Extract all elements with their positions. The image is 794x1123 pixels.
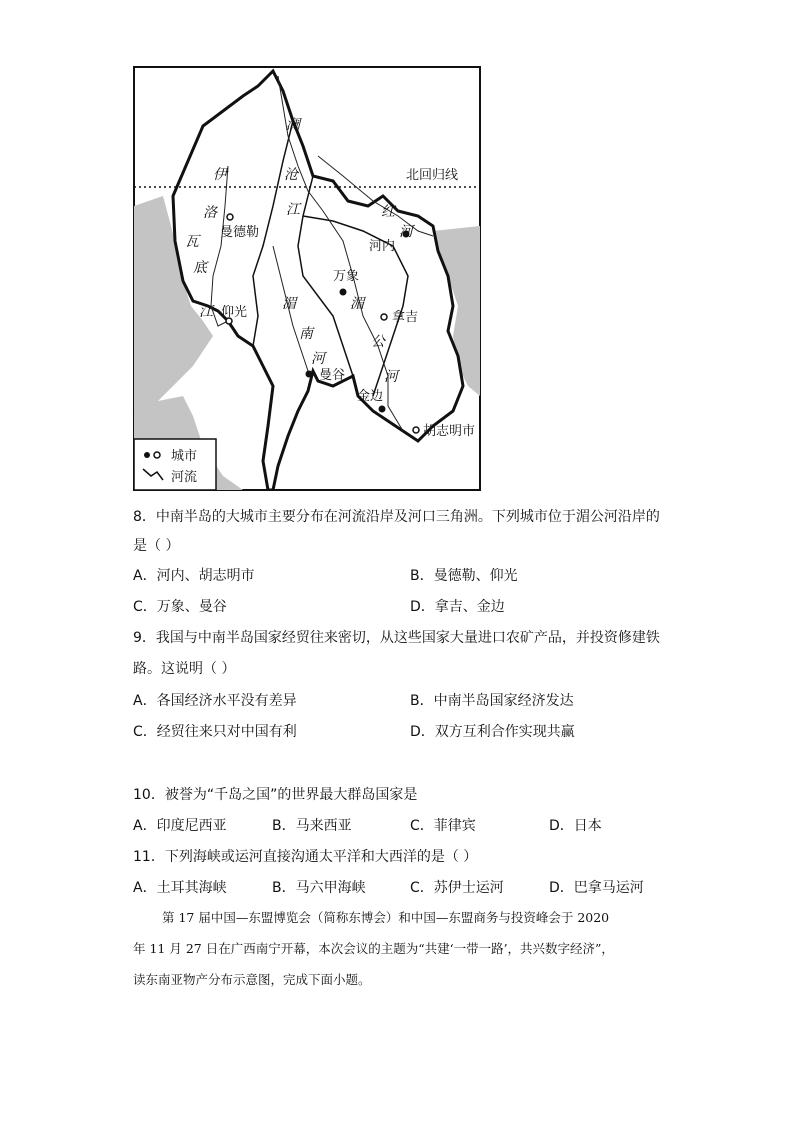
question-11-option-a[interactable]: A．土耳其海峡 bbox=[133, 880, 227, 896]
river-label: 公 bbox=[371, 334, 385, 350]
question-8-stem-cont: 是（ ） bbox=[133, 538, 180, 554]
question-8-stem: 8．中南半岛的大城市主要分布在河流沿岸及河口三角洲。下列城市位于湄公河沿岸的 bbox=[133, 509, 660, 525]
river-label: 南 bbox=[299, 326, 313, 342]
city-label: 曼谷 bbox=[319, 368, 346, 383]
river-label: 澜 bbox=[286, 117, 300, 133]
river-label: 江 bbox=[199, 304, 213, 320]
city-label: 金边 bbox=[357, 389, 384, 404]
question-8-option-a[interactable]: A．河内、胡志明市 bbox=[133, 568, 255, 584]
question-9-option-b[interactable]: B．中南半岛国家经济发达 bbox=[410, 693, 574, 709]
intro-line-3: 读东南亚物产分布示意图，完成下面小题。 bbox=[133, 972, 371, 987]
question-11-stem: 11．下列海峡或运河直接沟通太平洋和大西洋的是（ ） bbox=[133, 849, 478, 865]
city-label: 仰光 bbox=[221, 305, 248, 320]
city-marker bbox=[381, 314, 387, 320]
river-label: 河 bbox=[311, 351, 325, 367]
city-marker bbox=[340, 289, 347, 296]
river-label: 湄 bbox=[282, 296, 296, 312]
river-label: 河 bbox=[399, 224, 413, 240]
question-8-option-c[interactable]: C．万象、曼谷 bbox=[133, 599, 227, 615]
question-10-option-b[interactable]: B．马来西亚 bbox=[272, 818, 352, 834]
question-8-option-b[interactable]: B．曼德勒、仰光 bbox=[410, 568, 518, 584]
city-marker bbox=[413, 427, 419, 433]
river-label: 伊 bbox=[213, 167, 227, 183]
river-label: 江 bbox=[286, 202, 300, 218]
city-label: 拿吉 bbox=[392, 310, 419, 325]
question-11-option-b[interactable]: B．马六甲海峡 bbox=[272, 880, 366, 896]
question-9-option-d[interactable]: D．双方互利合作实现共赢 bbox=[410, 724, 575, 740]
river-label: 瓦 bbox=[185, 234, 199, 250]
legend-river-label: 河流 bbox=[171, 470, 198, 485]
river-label: 河 bbox=[384, 369, 398, 385]
river-label: 湄 bbox=[350, 296, 364, 312]
question-10-option-a[interactable]: A．印度尼西亚 bbox=[133, 818, 227, 834]
river-label: 洛 bbox=[203, 205, 217, 221]
city-marker bbox=[306, 371, 313, 378]
city-marker bbox=[227, 214, 233, 220]
intro-line-1: 第 17 届中国—东盟博览会（简称东博会）和中国—东盟商务与投资峰会于 2020 bbox=[162, 910, 610, 925]
city-label: 曼德勒 bbox=[220, 225, 260, 240]
question-9-option-a[interactable]: A．各国经济水平没有差异 bbox=[133, 693, 297, 709]
question-10-option-d[interactable]: D．日本 bbox=[549, 818, 602, 834]
question-8-option-d[interactable]: D．拿吉、金边 bbox=[410, 599, 505, 615]
river-label: 红 bbox=[381, 204, 395, 220]
question-11-option-d[interactable]: D．巴拿马运河 bbox=[549, 880, 644, 896]
city-label: 胡志明市 bbox=[423, 424, 476, 439]
question-10-option-c[interactable]: C．菲律宾 bbox=[410, 818, 476, 834]
indochina-map bbox=[133, 66, 481, 491]
city-label: 河内 bbox=[369, 239, 396, 254]
question-9-option-c[interactable]: C．经贸往来只对中国有利 bbox=[133, 724, 297, 740]
river-label: 沧 bbox=[284, 167, 298, 183]
river-label: 底 bbox=[193, 260, 207, 276]
tropic-label: 北回归线 bbox=[406, 168, 459, 183]
city-label: 万象 bbox=[333, 269, 360, 284]
question-9-stem: 9．我国与中南半岛国家经贸往来密切，从这些国家大量进口农矿产品，并投资修建铁 bbox=[133, 630, 660, 646]
city-marker bbox=[379, 406, 386, 413]
legend-city-icon bbox=[144, 452, 150, 458]
legend-city-label: 城市 bbox=[171, 449, 198, 464]
question-9-stem-cont: 路。这说明（ ） bbox=[133, 661, 236, 677]
question-10-stem: 10．被誉为“千岛之国”的世界最大群岛国家是 bbox=[133, 787, 418, 803]
question-11-option-c[interactable]: C．苏伊士运河 bbox=[410, 880, 504, 896]
intro-line-2: 年 11 月 27 日在广西南宁开幕，本次会议的主题为“共建‘一带一路’，共兴数字经济”， bbox=[133, 941, 614, 956]
